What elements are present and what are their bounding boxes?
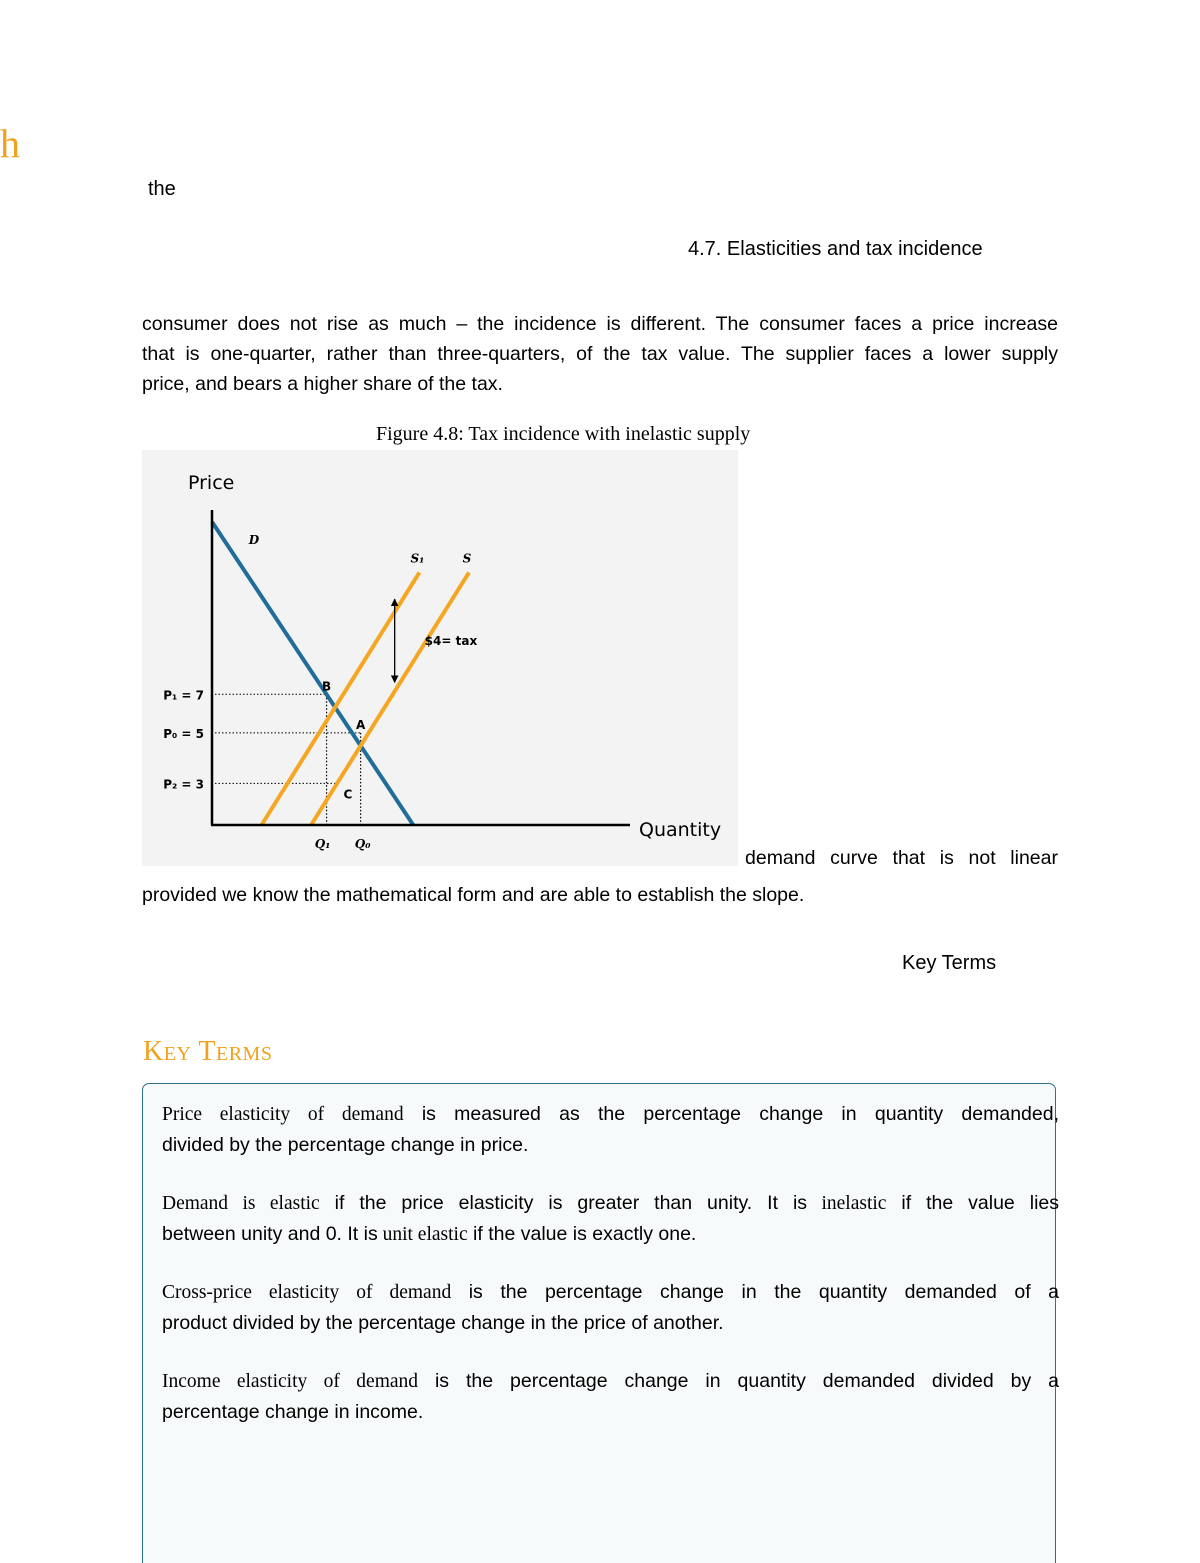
paragraph-slope: provided we know the mathematical form and are able to establish the slope. xyxy=(142,884,805,906)
term-text: is the percentage change in quantity demanded divided by a xyxy=(418,1370,1059,1392)
key-terms-reference: Key Terms xyxy=(902,952,997,974)
term-name: Cross-price elasticity of demand xyxy=(162,1282,452,1303)
term-elastic-demand xyxy=(162,1188,1059,1250)
figure-tax-incidence xyxy=(142,450,738,866)
x-axis-label: Quantity xyxy=(639,819,722,841)
paragraph-tax-incidence xyxy=(142,309,1058,399)
quantity-label: Q₁ xyxy=(314,837,331,851)
term-line-2: divided by the percentage change in price. xyxy=(162,1134,529,1156)
term-name-unit-elastic: unit elastic xyxy=(377,1224,468,1245)
key-terms-box xyxy=(142,1083,1059,1563)
term-income-elasticity xyxy=(162,1366,1059,1427)
figure-caption: Figure 4.8: Tax incidence with inelastic supply xyxy=(376,423,751,445)
paragraph-line-2: that is one-quarter, rather than three-quarters, of the tax value. The supplier faces a lower supply xyxy=(142,343,1058,365)
price-label: P₀ = 5 xyxy=(163,726,204,741)
term-name: Income elasticity of demand xyxy=(162,1371,419,1392)
margin-character: h xyxy=(0,121,20,166)
term-text: if the price elasticity is greater than unity. It is xyxy=(319,1192,808,1214)
point-label: C xyxy=(343,787,353,802)
series-label: D xyxy=(248,532,260,547)
running-header: 4.7. Elasticities and tax incidence xyxy=(688,238,983,260)
series-line-D xyxy=(212,522,413,825)
stray-word: the xyxy=(148,178,176,200)
term-line-1 xyxy=(162,1366,1059,1397)
term-line-2 xyxy=(162,1223,696,1245)
term-text: if the value lies xyxy=(886,1192,1059,1214)
series-line-S₁ xyxy=(262,572,420,825)
term-line-1 xyxy=(162,1188,1059,1219)
series-label: S xyxy=(462,551,472,566)
key-terms-heading: Key Terms xyxy=(143,1036,273,1067)
term-cross-price-elasticity xyxy=(162,1277,1059,1338)
y-axis-label: Price xyxy=(188,472,235,494)
term-line-1 xyxy=(162,1099,1059,1130)
term-text: if the value is exactly one. xyxy=(467,1223,697,1245)
term-text: is the percentage change in the quantity demanded of a xyxy=(451,1281,1059,1303)
term-line-1 xyxy=(162,1277,1059,1308)
series-label: S₁ xyxy=(410,551,425,566)
point-label: B xyxy=(321,679,332,694)
term-text: between unity and 0. It is xyxy=(162,1223,378,1245)
term-price-elasticity xyxy=(162,1099,1059,1160)
paragraph-line-1: consumer does not rise as much – the incidence is different. The consumer faces a price increase xyxy=(142,313,1058,335)
term-name: Price elasticity of demand xyxy=(162,1104,404,1125)
term-line-2: product divided by the percentage change in the price of another. xyxy=(162,1312,724,1334)
point-label: A xyxy=(355,717,366,732)
term-line-2: percentage change in income. xyxy=(162,1401,424,1423)
term-text: is measured as the percentage change in quantity demanded, xyxy=(403,1103,1059,1125)
tax-label: $4= tax xyxy=(424,633,478,648)
paragraph-wrap-tail: demand curve that is not linear xyxy=(745,847,1058,869)
quantity-label: Q₀ xyxy=(354,837,371,851)
term-name: Demand is elastic xyxy=(162,1193,320,1214)
price-label: P₂ = 3 xyxy=(163,777,204,792)
tax-incidence-chart xyxy=(142,450,738,866)
paragraph-line-3: price, and bears a higher share of the tax. xyxy=(142,373,503,395)
price-label: P₁ = 7 xyxy=(163,688,204,703)
term-name-inelastic: inelastic xyxy=(807,1193,887,1214)
